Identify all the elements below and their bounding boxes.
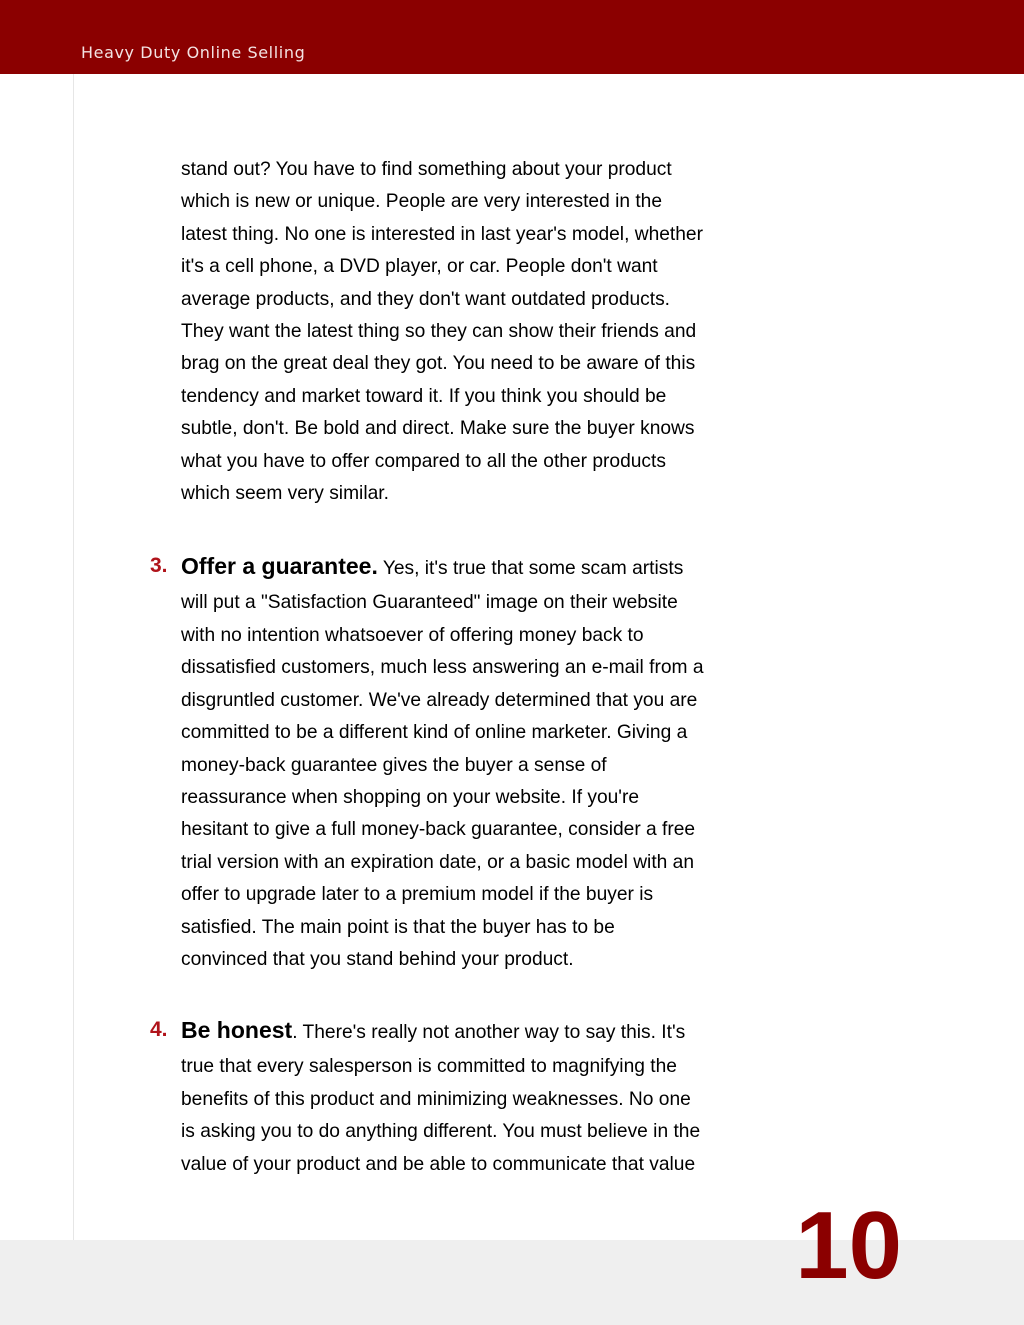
text-line: Yes, it's true that some scam artists: [377, 558, 684, 580]
page-content: [150, 154, 731, 1181]
text-line: trial version with an expiration date, or a basic model with an: [181, 851, 694, 873]
list-item-honest: [150, 1012, 731, 1181]
text-line: reassurance when shopping on your website. If you're: [181, 786, 640, 808]
list-item-body: [181, 587, 731, 976]
list-item-guarantee: [150, 548, 731, 976]
text-line: what you have to offer compared to all the other products: [181, 450, 666, 472]
text-line: is asking you to do anything different. You must believe in the: [181, 1121, 701, 1143]
text-line: convinced that you stand behind your product.: [181, 948, 574, 970]
text-line: money-back guarantee gives the buyer a sense of: [181, 754, 607, 776]
text-line: with no intention whatsoever of offering money back to: [181, 624, 644, 646]
text-line: true that every salesperson is committed to magnifying the: [181, 1056, 677, 1078]
margin-rule: [73, 74, 74, 1240]
text-line: stand out? You have to find something about your product: [181, 159, 672, 180]
text-line: will put a "Satisfaction Guaranteed" image on their website: [181, 592, 678, 614]
text-line: . There's really not another way to say this. It's: [292, 1022, 686, 1044]
text-line: which seem very similar.: [181, 483, 389, 505]
text-line: dissatisfied customers, much less answering an e-mail from a: [181, 657, 704, 679]
list-item-first-line: [181, 548, 731, 587]
text-line: brag on the great deal they got. You need to be aware of this: [181, 353, 696, 375]
text-line: disgruntled customer. We've already determined that you are: [181, 689, 698, 711]
text-line: They want the latest thing so they can show their friends and: [181, 321, 697, 343]
text-line: committed to be a different kind of online marketer. Giving a: [181, 722, 688, 744]
text-line: latest thing. No one is interested in last year's model, whether: [181, 223, 703, 245]
text-line: average products, and they don't want outdated products.: [181, 288, 671, 310]
text-line: hesitant to give a full money-back guarantee, consider a free: [181, 819, 696, 841]
text-line: which is new or unique. People are very interested in the: [181, 191, 663, 213]
text-line: offer to upgrade later to a premium model if the buyer is: [181, 884, 654, 906]
text-line: value of your product and be able to communicate that value: [181, 1153, 696, 1175]
text-line: subtle, don't. Be bold and direct. Make sure the buyer knows: [181, 418, 695, 440]
page-number: 10: [795, 1192, 902, 1299]
list-number: 4.: [150, 1018, 168, 1042]
list-item-heading: Be honest: [181, 1017, 293, 1044]
text-line: benefits of this product and minimizing weaknesses. No one: [181, 1088, 691, 1110]
intro-paragraph: [181, 154, 731, 510]
text-line: it's a cell phone, a DVD player, or car. People don't want: [181, 256, 658, 278]
list-item-heading: Offer a guarantee.: [181, 553, 378, 580]
list-item-first-line: [181, 1012, 731, 1051]
text-line: tendency and market toward it. If you think you should be: [181, 385, 667, 407]
list-number: 3.: [150, 554, 168, 578]
list-item-body: [181, 1051, 731, 1181]
text-line: satisfied. The main point is that the buyer has to be: [181, 916, 615, 938]
header-bar: [0, 0, 1024, 74]
document-title: Heavy Duty Online Selling: [81, 43, 306, 62]
